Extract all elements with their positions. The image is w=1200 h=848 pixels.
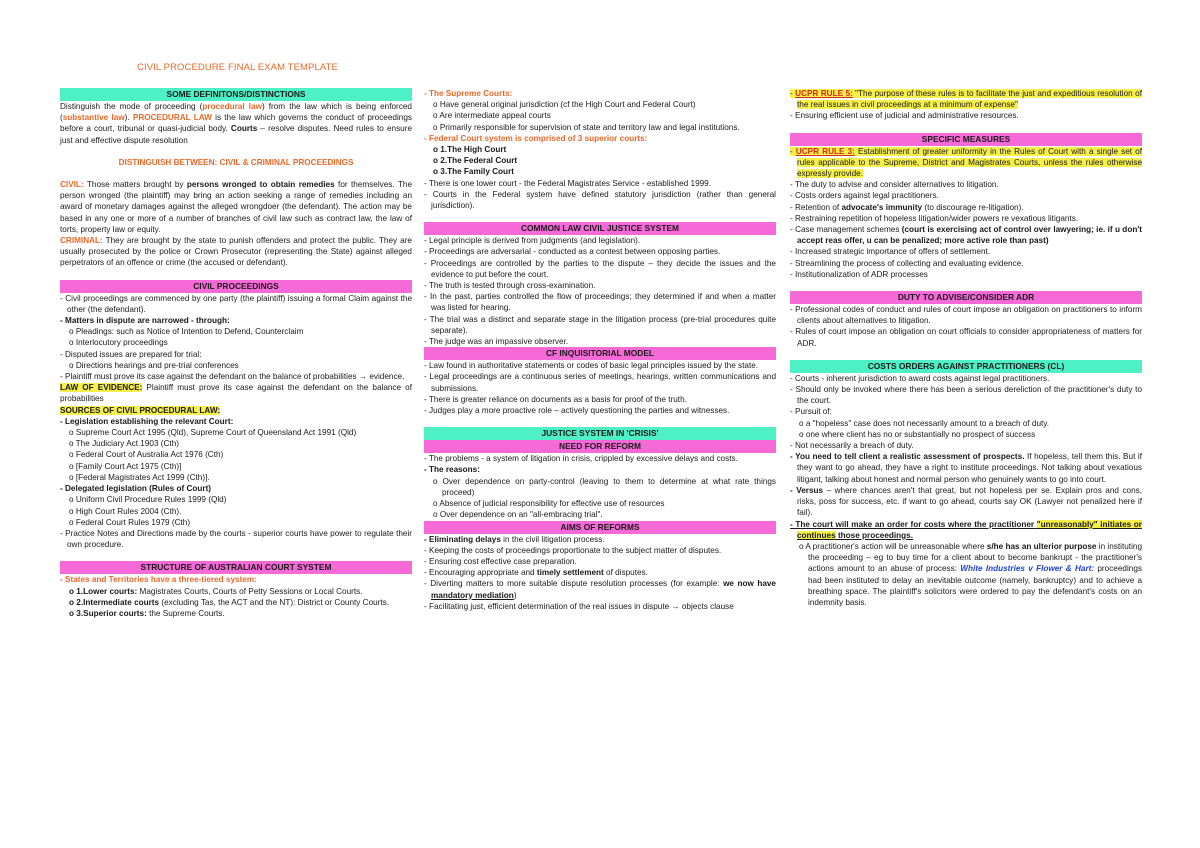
definitions-paragraph: Distinguish the mode of proceeding (procedural law) from the law which is being enforced (substantive law). PROCEDURAL LAW is the law which governs the conduct of proceedings before a court, tribunal or quasi-judicial body. Courts – resolve disputes. Need rules to ensure just and effective dispute resolution <box>60 102 412 145</box>
list-item: - The court will make an order for costs where the practitioner "unreasonably" initiates or continues those proceedings. <box>790 519 1142 540</box>
list-item: - Facilitating just, efficient determination of the real issues in dispute → objects clause <box>424 601 734 611</box>
section-header-duty-to-advise: DUTY TO ADVISE/CONSIDER ADR <box>790 291 1142 304</box>
list-item: - Disputed issues are prepared for trial: <box>60 349 202 359</box>
list-item: - Keeping the costs of proceedings proportionate to the subject matter of disputes. <box>424 545 722 555</box>
section-header-structure: STRUCTURE OF AUSTRALIAN COURT SYSTEM <box>60 561 412 574</box>
list-item: - Legal principle is derived from judgments (and legislation). <box>424 236 641 246</box>
list-item: - Matters in dispute are narrowed - through: <box>60 316 230 326</box>
list-item: - Streamlining the process of collecting and evaluating evidence. <box>790 258 1024 268</box>
list-item: - Courts in the Federal system have defined statutory jurisdiction (rather than general jurisdiction). <box>424 189 776 211</box>
list-item: - In the past, parties controlled the flow of proceedings; they determined if and when a matter was listed for hearing. <box>424 292 776 313</box>
list-item: - Rules of court impose an obligation on court officials to consider appropriateness of matters for ADR. <box>790 327 1142 348</box>
list-item: - Versus – where chances aren't that great, but not hopeless per se. Explain pros and cons, risks, poss for success, etc. if want to go ahead, courts say OK (Lawyer not penalized here if fail). <box>790 485 1143 518</box>
list-item: - Law found in authoritative statements or codes of basic legal principles issued by the state. <box>424 361 759 371</box>
list-item: - Restraining repetition of hopeless litigation/wider powers re vexatious litigants. <box>790 213 1079 223</box>
section-header-costs-orders: COSTS ORDERS AGAINST PRACTITIONERS (CL) <box>790 360 1142 373</box>
list-item: o Federal Court of Australia Act 1976 (Cth) <box>69 450 224 460</box>
list-item: o 1.The High Court <box>433 145 507 155</box>
page-title: CIVIL PROCEDURE FINAL EXAM TEMPLATE <box>137 62 338 73</box>
list-item: o Absence of judicial responsibility for effective use of resources <box>433 499 665 509</box>
list-item: o Interlocutory proceedings <box>69 338 168 348</box>
list-item: - Diverting matters to more suitable dispute resolution processes (for example: we now have mandatory mediation) <box>424 579 776 600</box>
list-item: - Federal Court system is comprised of 3 superior courts: <box>424 133 648 143</box>
list-item: o Federal Court Rules 1979 (Cth) <box>69 517 191 527</box>
list-item: - Retention of advocate's immunity (to discourage re-litigation). <box>790 202 1024 212</box>
section-header-need-for-reform: NEED FOR REFORM <box>424 440 776 453</box>
list-item: o High Court Rules 2004 (Cth). <box>69 506 182 516</box>
list-item: - The problems - a system of litigation in crisis, crippled by excessive delays and costs. <box>424 454 738 464</box>
list-item: o 3.The Family Court <box>433 167 514 177</box>
list-item: o one where client has no or substantially no prospect of success <box>799 429 1036 439</box>
section-header-inquisitorial: CF INQUISITORIAL MODEL <box>424 347 776 360</box>
list-item: - The duty to advise and consider alternatives to litigation. <box>790 180 999 190</box>
list-item: - The judge was an impassive observer. <box>424 337 569 347</box>
list-item: - Courts - inherent jurisdiction to award costs against legal practitioners. <box>790 373 1050 383</box>
list-item: o Over dependence on party-control (leaving to them to determine at what rate things proceed) <box>433 476 776 497</box>
civil-definition: CIVIL: Those matters brought by persons wronged to obtain remedies for themselves. The person wronged (the plaintiff) may bring an action seeking a range of remedies including an award of monetary damages against the alleged wrongdoer (the defendant). The action may be based in any one or more of a number of branches of civil law such as contract law, the law of torts, property law or equity. <box>60 180 413 234</box>
column-3 <box>790 88 1142 608</box>
list-item: - The trial was a distinct and separate stage in the litigation process (pre-trial procedures quite separate). <box>424 314 776 335</box>
list-item: o Directions hearings and pre-trial conferences <box>69 360 239 370</box>
section-header-aims: AIMS OF REFORMS <box>424 521 776 534</box>
list-item: o 2.Intermediate courts (excluding Tas, the ACT and the NT): District or County Courts. <box>69 597 390 607</box>
list-item: o Supreme Court Act 1995 (Qld), Supreme Court of Queensland Act 1991 (Qld) <box>69 428 357 438</box>
section-header-specific-measures: SPECIFIC MEASURES <box>790 133 1142 146</box>
list-item: - There is greater reliance on documents as a basis for proof of the truth. <box>424 394 687 404</box>
list-item: - Practice Notes and Directions made by the courts - superior courts have power to regulate their own procedure. <box>60 528 412 550</box>
list-item: o Primarily responsible for supervision of state and territory law and legal institutions. <box>433 122 740 132</box>
list-item: - The truth is tested through cross-examination. <box>424 281 596 291</box>
list-item: o 1.Lower courts: Magistrates Courts, Courts of Petty Sessions or Local Courts. <box>69 586 363 596</box>
list-item: - Proceedings are adversarial - conducted as a contest between opposing parties. <box>424 247 721 257</box>
list-item: - Institutionalization of ADR processes <box>790 269 928 279</box>
list-item: - States and Territories have a three-tiered system: <box>60 575 257 585</box>
list-item: o [Federal Magistrates Act 1999 (Cth)]. <box>69 472 210 482</box>
list-item: - Delegated legislation (Rules of Court) <box>60 484 212 494</box>
list-item: - Professional codes of conduct and rules of court impose an obligation on practitioners to inform clients about alternatives to litigation. <box>790 305 1142 326</box>
column-1 <box>60 88 412 619</box>
criminal-definition: CRIMINAL: They are brought by the state to punish offenders and protect the public. They are usually prosecuted by the police or Crown Prosecutor (representing the State) against alleged perpetrators of an offence or crime (the accused or defendant). <box>60 236 412 268</box>
list-item: o Over dependence on an "all-embracing trial". <box>433 510 603 520</box>
list-item: - Ensuring efficient use of judicial and administrative resources. <box>790 111 1019 121</box>
list-item: - Case management schemes (court is exercising act of control over lawyering; ie. if u don't accept reas offer, u can be penalized; more active role than past) <box>790 225 1142 246</box>
list-item: - Plaintiff must prove its case against the defendant on the balance of probabilities → evidence. <box>60 372 405 382</box>
column-2 <box>424 88 776 612</box>
list-item: o Have general original jurisdiction (cf the High Court and Federal Court) <box>433 100 696 110</box>
list-item: - Ensuring cost effective case preparation. <box>424 556 577 566</box>
section-header-common-law: COMMON LAW CIVIL JUSTICE SYSTEM <box>424 222 776 235</box>
list-item: - Judges play a more proactive role – actively questioning the parties and witnesses. <box>424 406 730 416</box>
list-item: o 3.Superior courts: the Supreme Courts. <box>69 608 225 618</box>
list-item: - Civil proceedings are commenced by one party (the plaintiff) issuing a formal Claim against the other (the defendant). <box>60 293 412 314</box>
list-item: o A practitioner's action will be unreasonable where s/he has an ulterior purpose in instituting the proceeding – eg to buy time for a client about to become bankrupt - the practitioner's actions amount to an abuse of process: White Industries v Flower & Hart: proceedings had been instituted to delay an inevitable outcome (namely, bankruptcy) and to achieve a breathing space. The plaintiff's solicitors were ordered to pay the defendant's costs on an indemnity basis. <box>799 541 1142 607</box>
list-item: - Legal proceedings are a continuous series of meetings, hearings, written communications and submissions. <box>424 372 776 393</box>
list-item: o a "hopeless" case does not necessarily amount to a breach of duty. <box>799 418 1050 428</box>
list-item: - Pursuit of: <box>790 407 832 417</box>
list-item: o Uniform Civil Procedure Rules 1999 (Qld) <box>69 495 227 505</box>
section-header-crisis: JUSTICE SYSTEM IN 'CRISIS' <box>424 427 776 440</box>
list-item: - There is one lower court - the Federal Magistrates Service - established 1999. <box>424 178 712 188</box>
distinguish-heading: DISTINGUISH BETWEEN: CIVIL & CRIMINAL PROCEEDINGS <box>118 157 354 167</box>
list-item: - The Supreme Courts: <box>424 89 513 98</box>
list-item: - Proceedings are controlled by the parties to the dispute – they decide the issues and the evidence to put before the court. <box>424 258 776 279</box>
list-item: o 2.The Federal Court <box>433 156 518 166</box>
list-item: - Not necessarily a breach of duty. <box>790 441 914 451</box>
section-header-civil-proceedings: CIVIL PROCEEDINGS <box>60 280 412 293</box>
list-item: - Eliminating delays in the civil litigation process. <box>424 534 605 544</box>
ucpr-rule-3: - UCPR RULE 3: Establishment of greater uniformity in the Rules of Court with a single set of rules applicable to the Supreme, District and Magistrates Courts, unless the rules otherwise expressly provide. <box>790 146 1142 179</box>
list-item: - The reasons: <box>424 465 480 475</box>
list-item: - Encouraging appropriate and timely settlement of disputes. <box>424 568 648 578</box>
ucpr-rule-5: - UCPR RULE 5: "The purpose of these rules is to facilitate the just and expeditious resolution of the real issues in civil proceedings at a minimum of expense" <box>790 89 1142 110</box>
list-item: o Pleadings: such as Notice of Intention to Defend, Counterclaim <box>69 327 304 337</box>
list-item: - Should only be invoked where there has been a serious dereliction of the practitioner's duty to the court. <box>790 385 1142 406</box>
list-item: - You need to tell client a realistic assessment of prospects. If hopeless, tell them this. But if they want to go ahead, they have a right to institute proceedings. Not talking about vexatious litigant, talking about honest and normal person who genuinely wants to go into court. <box>790 452 1142 484</box>
list-item: - Increased strategic importance of offers of settlement. <box>790 247 991 257</box>
list-item: - Costs orders against legal practitioners. <box>790 191 939 201</box>
list-item: o [Family Court Act 1975 (Cth)] <box>69 461 182 471</box>
sources-heading: SOURCES OF CIVIL PROCEDURAL LAW: <box>60 405 221 415</box>
section-header-definitions: SOME DEFINITONS/DISTINCTIONS <box>60 88 412 101</box>
list-item: o Are intermediate appeal courts <box>433 111 551 121</box>
law-of-evidence: LAW OF EVIDENCE: Plaintiff must prove its case against the defendant on the balance of probabilities <box>60 383 412 404</box>
list-item: o The Judiciary Act 1903 (Cth) <box>69 439 179 449</box>
list-item: - Legislation establishing the relevant Court: <box>60 416 234 426</box>
